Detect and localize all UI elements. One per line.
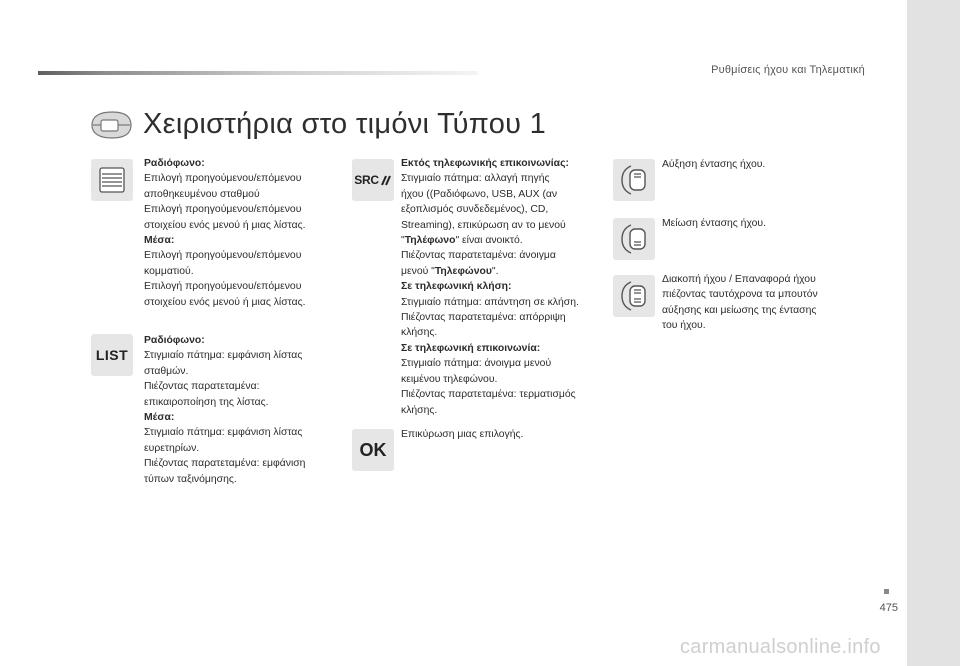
description-line: Στιγμιαίο πάτημα: αλλαγή πηγής [401,173,550,185]
description-line: "Τηλέφωνο" είναι ανοικτό. [401,235,523,247]
mute-description [662,272,862,334]
description-heading: Μέσα: [144,235,175,247]
page-sidebar-band [907,0,960,666]
volume-down-description: Μείωση έντασης ήχου. [662,218,766,229]
description-heading: Σε τηλεφωνική επικοινωνία: [401,342,541,354]
description-line: ευρετηρίων. [144,442,200,454]
src-label: SRC [354,173,379,187]
src-phone-description [401,156,601,418]
description-line: τύπων ταξινόμησης. [144,473,237,485]
mute-icon [619,279,649,313]
page-title: Χειριστήρια στο τιμόνι Τύπου 1 [143,108,547,140]
description-line: μενού "Τηλεφώνου". [401,265,499,277]
volume-down-icon [619,222,649,256]
ok-button[interactable] [352,429,394,471]
description-heading: Ραδιόφωνο: [144,335,205,346]
mute-button[interactable] [613,275,655,317]
description-line: Στιγμιαίο πάτημα: εμφάνιση λίστας [144,427,303,439]
thumbwheel-control[interactable] [91,159,133,201]
description-line: κομματιού. [144,265,194,277]
description-line: Επιλογή προηγούμενου/επόμενου [144,281,302,293]
description-line: επικαιροποίηση της λίστας. [144,396,269,408]
description-heading: Εκτός τηλεφωνικής επικοινωνίας: [401,158,569,169]
description-line: εξοπλισμός συνδεδεμένος), CD, [401,204,549,216]
src-phone-button[interactable] [352,159,394,201]
list-button[interactable] [91,334,133,376]
description-line: κειμένου τηλεφώνου. [401,373,498,385]
steering-wheel-controls-icon [88,108,134,142]
description-line: Διακοπή ήχου / Επαναφορά ήχου [662,274,816,285]
description-heading: Σε τηλεφωνική κλήση: [401,281,512,293]
description-line: αύξησης και μείωσης της έντασης [662,304,817,316]
description-line: ήχου ((Ραδιόφωνο, USB, AUX (αν [401,188,558,200]
description-line: σταθμών. [144,365,189,377]
description-line: Πιέζοντας παρατεταμένα: εμφάνιση [144,458,306,470]
ok-button-label: OK [359,439,387,460]
description-heading: Ραδιόφωνο: [144,158,205,169]
description-line: Πιέζοντας παρατεταμένα: απόρριψη [401,312,566,324]
header-rule [38,71,478,75]
description-line: Επιλογή προηγούμενου/επόμενου [144,204,302,216]
description-line: Πιέζοντας παρατεταμένα: τερματισμός [401,389,576,401]
volume-up-button[interactable] [613,159,655,201]
description-line: στοιχείου ενός μενού ή μιας λίστας. [144,219,306,231]
description-line: Επιλογή προηγούμενου/επόμενου [144,250,302,262]
description-line: Στιγμιαίο πάτημα: άνοιγμα μενού [401,358,552,370]
volume-down-button[interactable] [613,218,655,260]
list-button-description [144,333,344,487]
section-title: Ρυθμίσεις ήχου και Τηλεματική [711,64,865,76]
description-line: Στιγμιαίο πάτημα: εμφάνιση λίστας [144,350,303,362]
description-line: Στιγμιαίο πάτημα: απάντηση σε κλήση. [401,296,579,308]
list-button-label: LIST [95,347,129,363]
thumbwheel-icon [97,165,127,195]
description-line: Πιέζοντας παρατεταμένα: [144,381,260,393]
page-marker [884,589,889,594]
description-line: κλήσης. [401,404,438,416]
description-line: Επιλογή προηγούμενου/επόμενου [144,173,302,185]
footer-watermark: carmanualsonline.info [680,636,881,658]
description-line: του ήχου. [662,320,706,332]
volume-up-icon [619,163,649,197]
description-line: αποθηκευμένου σταθμού [144,188,260,200]
description-line: Streaming), επικύρωση αν το μενού [401,219,566,231]
thumbwheel-description [144,156,344,310]
description-line: κλήσης. [401,327,438,339]
description-heading: Μέσα: [144,412,175,424]
page-number: 475 [879,602,898,614]
volume-up-description: Αύξηση έντασης ήχου. [662,159,766,170]
phone-icon [380,174,392,186]
description-line: πιέζοντας ταυτόχρονα τα μπουτόν [662,289,818,301]
description-line: Πιέζοντας παρατεταμένα: άνοιγμα [401,250,556,262]
ok-description: Επικύρωση μιας επιλογής. [401,429,524,440]
description-line: στοιχείου ενός μενού ή μιας λίστας. [144,296,306,308]
